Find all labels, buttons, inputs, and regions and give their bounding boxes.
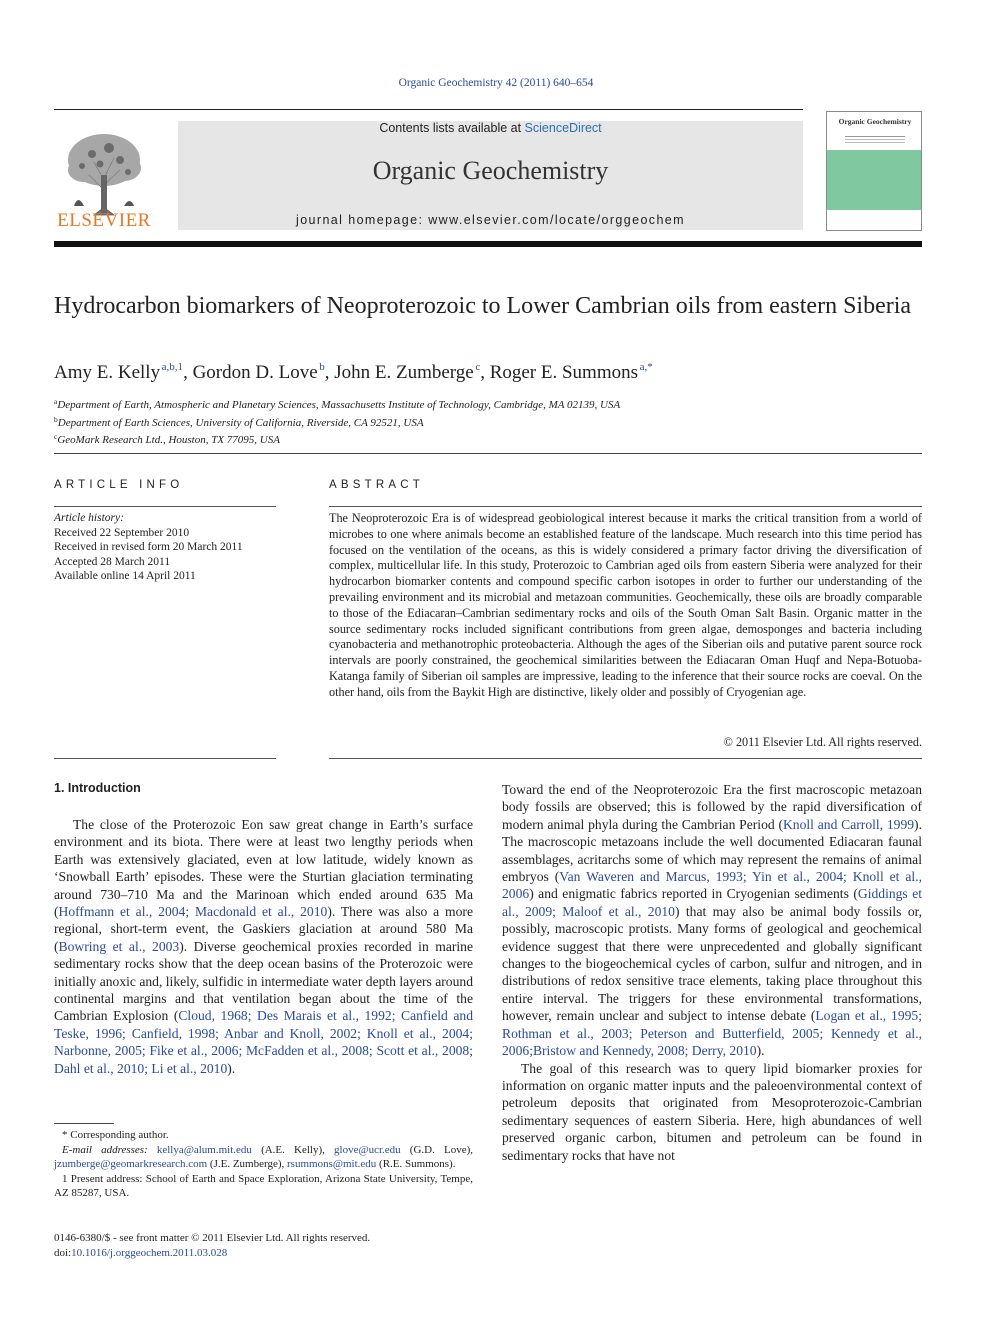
abstract-rule [329,506,922,507]
footnotes [54,1128,473,1201]
cover-band [827,150,921,210]
bottom-meta [54,1231,473,1260]
email-link[interactable]: glove@ucr.edu [334,1143,401,1156]
issn-line: 0146-6380/$ - see front matter © 2011 Elsevier Ltd. All rights reserved. [54,1232,371,1244]
author-name: John E. Zumberge [334,362,474,383]
author-affil-link[interactable]: c [475,361,481,373]
affiliation-item [54,395,914,413]
abstract-rule-bottom [329,758,922,759]
citation-link[interactable]: Knoll and Carroll, 1999 [782,816,915,832]
email-owner: (J.E. Zumberge), [209,1158,285,1170]
affiliations [54,395,914,448]
affiliation-key: b [54,414,58,424]
author-list: Amy E. Kelly $^{a,b,1}$, Gordon D. Love $^b$, John E. Zumberge $^c$, Roger E. Summons $^{a,*}$ [54,361,653,383]
affiliation-key: c [54,432,58,441]
corresponding-author-note: * Corresponding author. [62,1129,169,1141]
article-info-rule-bottom [54,758,276,759]
cover-lines [845,136,905,137]
citation-link[interactable]: Hoffmann et al., 2004; Macdonald et al., 2010 [58,904,328,920]
abstract-heading: ABSTRACT [329,479,424,491]
abstract-text: The Neoproterozoic Era is of widespread geobiological interest because it marks the critical transition from a world of microbes to one where animals become an established feature of the landscape. Much research into this time period has focused on the ventilation of the oceans, as this is widely considered a primary factor driving the diversification of complex, multicellular life. In this study, Proterozoic to Cambrian aged oils from eastern Siberia were analyzed for their hydrocarbon biomarker contents and compound specific carbon isotopes in order to further our understanding of the prevailing environment and its microbial and metazoan communities. Geochemically, these oils are broadly comparable to those of the Ediacaran–Cambrian sedimentary rocks and oils of the South Oman Salt Basin. Organic matter in the source sedimentary rocks included significant contributions from green algae, demosponges and bacteria including cyanobacteria and methanotrophic proteobacteria. Although the ages of the Siberian oils and putative parent source rock intervals are poorly constrained, the geochemical similarities between the Ediacaran Oman Huqf and Nepa-Botuoba-Katanga family of Siberian oil samples are impressive, leading to the inference that their source rocks are coeval. On the other hand, oils from the Baykit High are distinctive, likely older and possibly of Cryogenian age. [329,511,922,699]
journal-homepage[interactable]: journal homepage: www.elsevier.com/locate/orggeochem [296,213,685,227]
contents-line [178,121,803,135]
author-affil-link[interactable]: a,b,1 [161,361,184,373]
intro-paragraph: The goal of this research was to query lipid biomarker proxies for information on organic matter inputs and the paleoenvironmental context of petroleum deposits that originated from Mesoproterozoic-Cambrian sedimentary sequences of eastern Siberia. Here, high abundances of well preserved organic carbon, bitumen and petroleum can be found in sedimentary rocks that have not [502,1060,922,1163]
elsevier-wordmark: ELSEVIER [57,210,151,231]
email-link[interactable]: kellya@alum.mit.edu [156,1143,252,1156]
history-item: Received in revised form 20 March 2011 [54,541,243,553]
present-address-note: 1 Present address: School of Earth and Space Exploration, Arizona State University, Tempe, AZ 85287, USA. [54,1172,473,1199]
author-name: Amy E. Kelly [54,362,161,383]
article-history [54,511,276,584]
sciencedirect-link[interactable]: ScienceDirect [524,121,602,135]
email-link[interactable]: jzumberge@geomarkresearch.com [54,1158,208,1170]
affiliation-rule [54,453,922,454]
doi-prefix: doi: [54,1246,72,1259]
history-item: Available online 14 April 2011 [54,570,196,582]
header-thick-rule [54,241,922,247]
email-owner: (A.E. Kelly), [261,1143,325,1156]
doi-line [54,1246,473,1261]
affiliation-text: Department of Earth, Atmospheric and Planetary Sciences, Massachusetts Institute of Technology, Cambridge, MA 02139, USA [57,399,621,411]
affiliation-item [54,413,914,431]
affiliation-text: GeoMark Research Ltd., Houston, TX 77095, USA [57,434,280,446]
author-affil-link[interactable]: a,* [639,361,653,373]
history-label: Article history: [54,512,124,524]
author-name: Gordon D. Love [192,362,318,383]
history-item: Accepted 28 March 2011 [54,555,171,568]
citation-link[interactable]: Cloud, 1968; Des Marais et al., 1992; Canfield and Teske, 1996; Canfield, 1998; Anbar and Knoll, 2002; Knoll et al., 2004; Narbonne, 2005; Fike et al., 2006; McFadden et al., 2008; Scott et al., 2008; Dahl et al., 2010; Li et al., 2010 [54,1008,473,1076]
abstract-copyright: © 2011 Elsevier Ltd. All rights reserved. [723,735,922,749]
cover-title: Organic Geochemistry [838,117,912,126]
intro-paragraph: The close of the Proterozoic Eon saw great change in Earth’s surface environment and its biota. There were at least two lengthy periods when Earth was extensively glaciated, even at low latitude, widely known as ‘Snowball Earth’ episodes. These were the Sturtian glaciation terminating around 730–710 Ma and the Marinoan which ended around 635 Ma (Hoffmann et al., 2004; Macdonald et al., 2010). There was also a more regional, short-term event, the Gaskiers glaciation at around 580 Ma (Bowring et al., 2003). Diverse geochemical proxies recorded in marine sedimentary rocks show that the deep ocean basins of the Proterozoic were initially anoxic and, likely, sulfidic in intermediate water depth layers around continental margins and that ventilation began about the time of the Cambrian Explosion (Cloud, 1968; Des Marais et al., 1992; Canfield and Teske, 1996; Canfield, 1998; Anbar and Knoll, 2002; Knoll et al., 2004; Narbonne, 2005; Fike et al., 2006; McFadden et al., 2008; Scott et al., 2008; Dahl et al., 2010; Li et al., 2010). [54,817,473,1076]
citation-link[interactable]: Bowring et al., 2003 [58,938,180,954]
citation-link[interactable]: Giddings et al., 2009; Maloof et al., 2010 [502,886,923,919]
body-column-right [502,781,922,1164]
email-link[interactable]: rsummons@mit.edu [287,1158,377,1170]
journal-cover-thumbnail[interactable] [826,111,922,231]
body-column-left [54,816,473,1077]
author-affil-link[interactable]: b [319,361,325,373]
citation-link[interactable]: Van Waveren and Marcus, 1993; Yin et al., 2004; Knoll et al., 2006 [502,869,922,902]
section-heading-introduction: 1. Introduction [54,781,141,795]
article-info-rule [54,506,276,507]
affiliation-item [54,430,914,448]
affiliation-key: a [54,397,58,406]
intro-paragraph: Toward the end of the Neoproterozoic Era the first macroscopic metazoan body fossils are observed; this is followed by the rapid diversification of modern animal phyla during the Cambrian Period (Knoll and Carroll, 1999). The macroscopic metazoans include the well documented Ediacaran faunal assemblages, acritarchs some of which may represent the remains of animal embryos (Van Waveren and Marcus, 1993; Yin et al., 2004; Knoll et al., 2006) and enigmatic fabrics reported in Cryogenian sediments (Giddings et al., 2009; Maloof et al., 2010) that may also be animal body fossils or, possibly, macroscopic protists. Many forms of geological and geochemical evidence suggest that there were unprecedented and globally significant changes to the biogeochemical cycles of carbon, sulfur and nitrogen, and in distributions of redox sensitive trace elements, taking place throughout this entire interval. The triggers for these environmental transformations, however, remain unclear and subject to intense debate (Logan et al., 1995; Rothman et al., 2003; Peterson and Butterfield, 2005; Kennedy et al., 2006;Bristow and Kennedy, 2008; Derry, 2010). [502,782,923,1059]
author-name: Roger E. Summons [489,362,639,383]
history-item: Received 22 September 2010 [54,526,190,539]
citation-link[interactable]: Logan et al., 1995; Rothman et al., 2003; Peterson and Butterfield, 2005; Kennedy et al., 2006;Bristow and Kennedy, 2008; Derry, 2010 [502,1008,922,1059]
email-label: E-mail addresses: [62,1143,148,1156]
email-owner: (R.E. Summons). [379,1158,456,1170]
journal-reference[interactable]: Organic Geochemistry 42 (2011) 640–654 [398,77,594,89]
affiliation-text: Department of Earth Sciences, University of California, Riverside, CA 92521, USA [57,416,424,429]
article-title: Hydrocarbon biomarkers of Neoproterozoic to Lower Cambrian oils from eastern Siberia [54,293,912,319]
footnote-rule [54,1123,114,1124]
email-addresses [54,1143,473,1172]
article-info-heading: ARTICLE INFO [54,479,184,491]
doi-link[interactable]: 10.1016/j.orggeochem.2011.03.028 [71,1246,228,1259]
email-owner: (G.D. Love), [409,1143,473,1156]
contents-prefix: Contents lists available at [379,121,525,135]
top-rule [54,109,803,110]
journal-title: Organic Geochemistry [372,156,609,185]
